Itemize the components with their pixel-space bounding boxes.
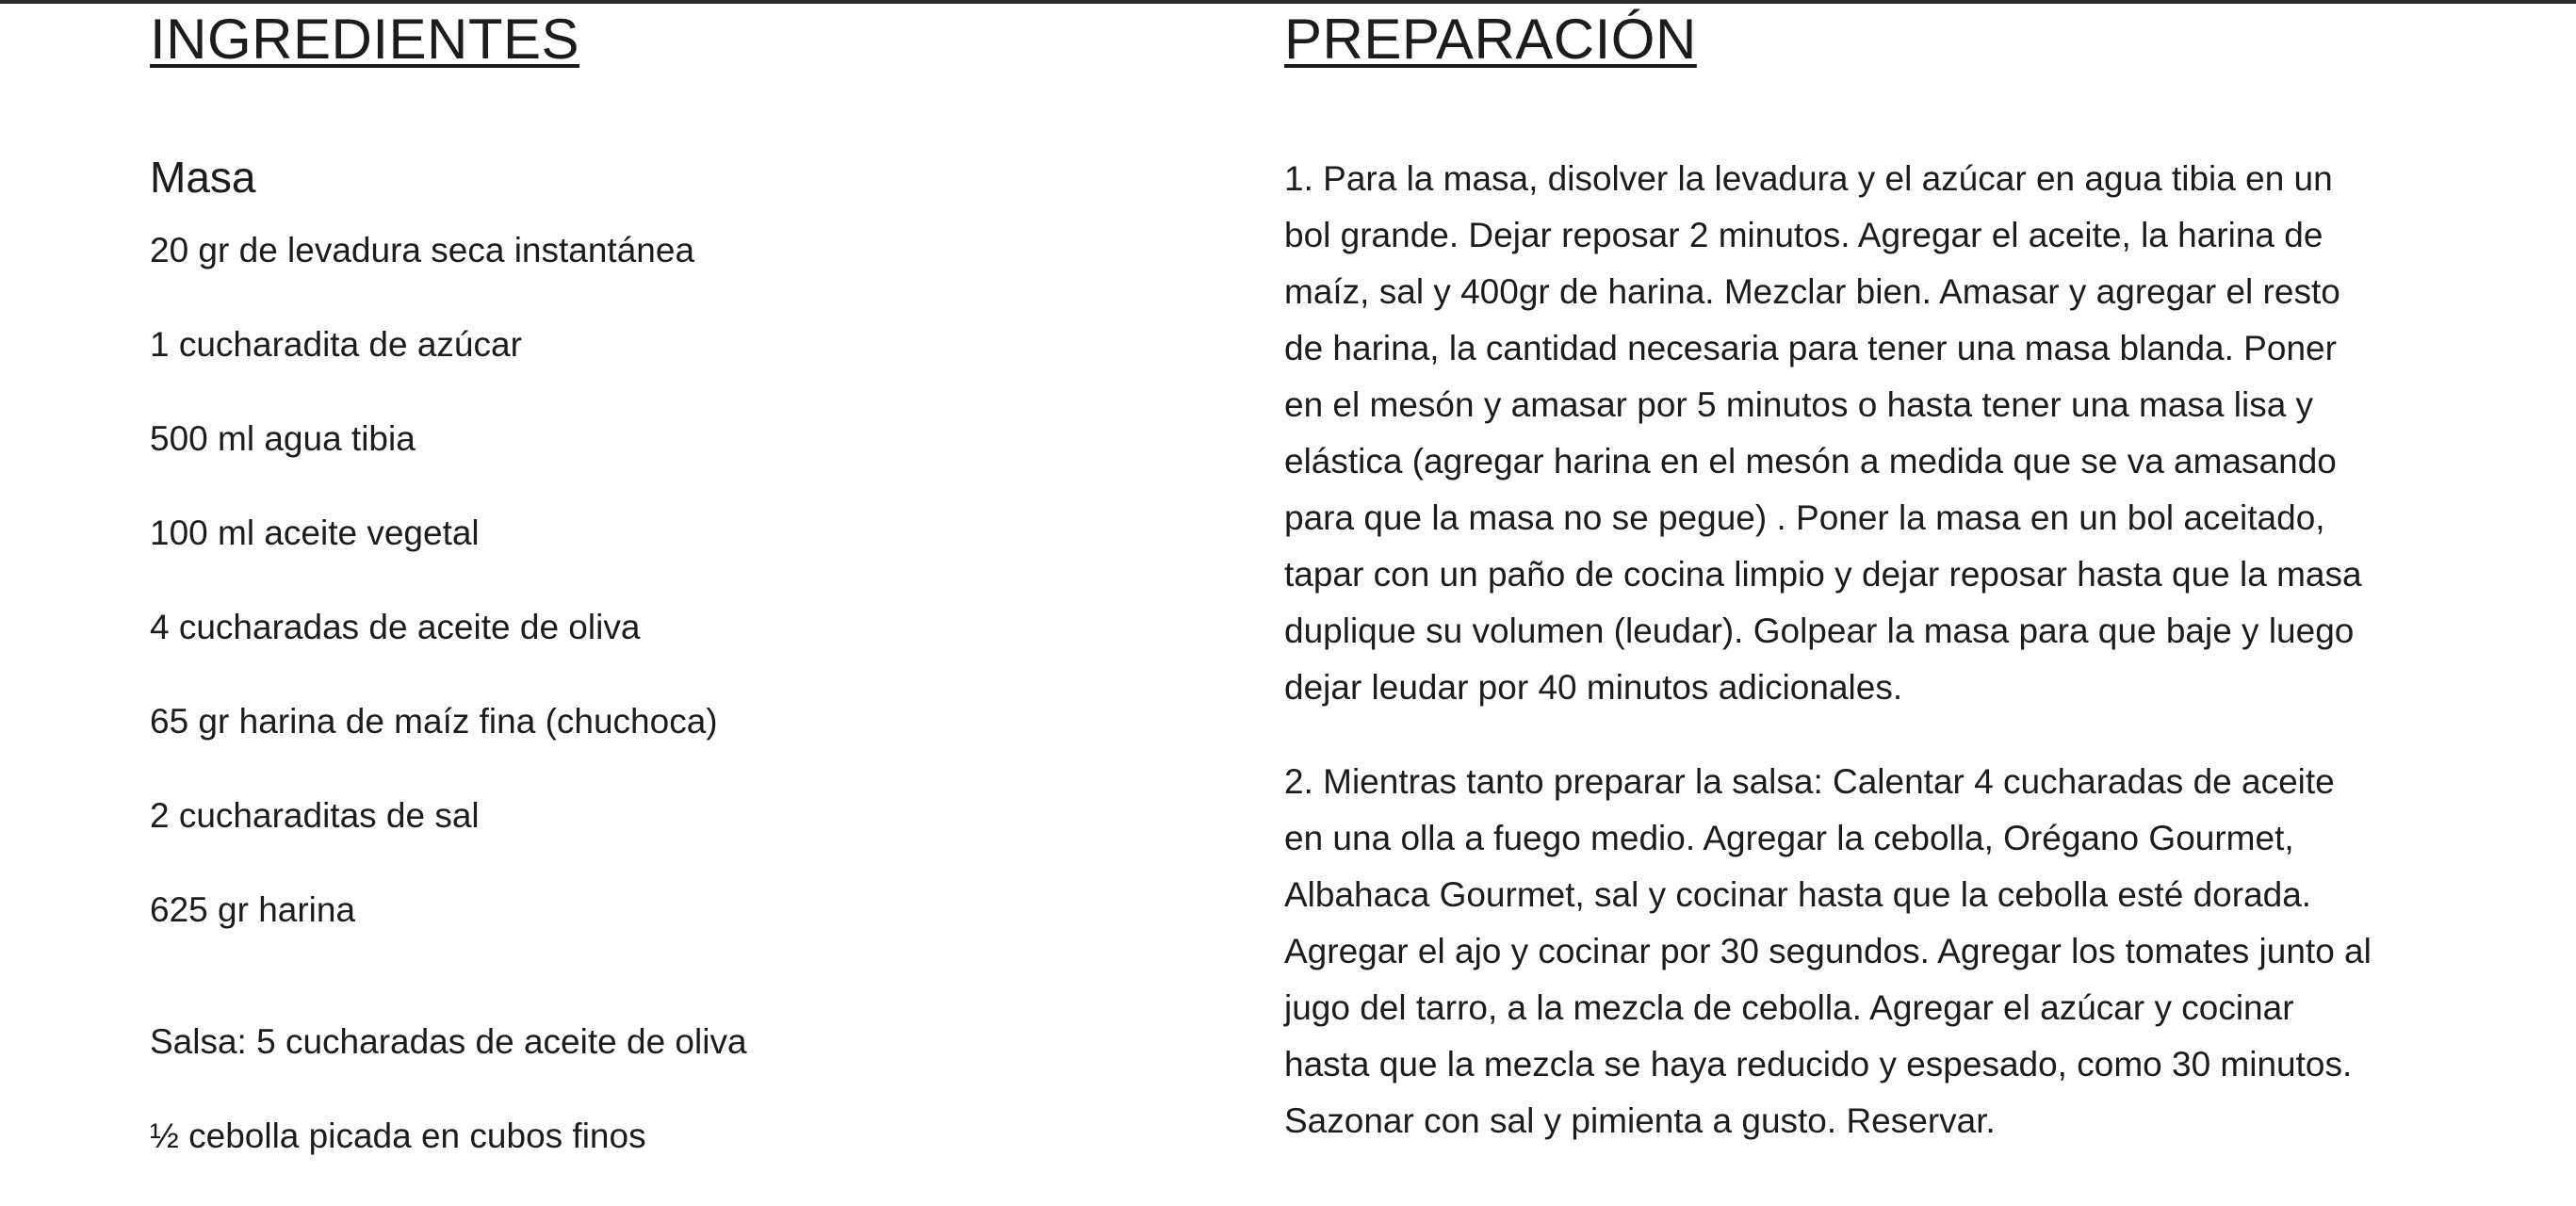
list-item: 20 gr de levadura seca instantánea [150, 231, 695, 269]
top-divider [0, 0, 2576, 4]
ingredients-title: INGREDIENTES [150, 8, 580, 71]
list-item: ½ cebolla picada en cubos finos [150, 1116, 646, 1155]
list-item: 100 ml aceite vegetal [150, 513, 480, 552]
list-item: 4 cucharadas de aceite de oliva [150, 608, 641, 646]
list-item: 1 cucharadita de azúcar [150, 325, 522, 364]
preparation-steps [1284, 151, 2377, 1149]
list-item: 65 gr harina de maíz fina (chuchoca) [150, 702, 718, 741]
preparation-step: 1. Para la masa, disolver la levadura y el azúcar en agua tibia en un bol grande. Dejar reposar 2 minutos. Agregar el aceite, la harina de maíz, sal y 400gr de harina. Mezclar bien. Amasar y agregar el resto de harina, la cantidad necesaria para tener una masa blanda. Poner en el mesón y amasar por 5 minutos o hasta tener una masa lisa y elástica (agregar harina en el mesón a medida que se va amasando para que la masa no se pegue) . Poner la masa en un bol aceitado, tapar con un paño de cocina limpio y dejar reposar hasta que la masa duplique su volumen (leudar). Golpear la masa para que baje y luego dejar leudar por 40 minutos adicionales. [1284, 159, 2362, 707]
preparation-title: PREPARACIÓN [1284, 8, 1697, 71]
list-item: 625 gr harina [150, 890, 356, 929]
masa-subtitle: Masa [150, 153, 256, 202]
preparation-step: 2. Mientras tanto preparar la salsa: Calentar 4 cucharadas de aceite en una olla a fuego medio. Agregar la cebolla, Orégano Gourmet, Albahaca Gourmet, sal y cocinar hasta que la cebolla esté dorada. Agregar el ajo y cocinar por 30 segundos. Agregar los tomates junto al jugo del tarro, a la mezcla de cebolla. Agregar el azúcar y cocinar hasta que la mezcla se haya reducido y espesado, como 30 minutos. Sazonar con sal y pimienta a gusto. Reservar. [1284, 762, 2372, 1140]
list-item: 500 ml agua tibia [150, 419, 416, 458]
masa-ingredient-list [150, 226, 718, 980]
list-item: Salsa: 5 cucharadas de aceite de oliva [150, 1022, 747, 1061]
list-item: 2 cucharaditas de sal [150, 796, 480, 835]
salsa-ingredient-list [150, 1018, 747, 1206]
